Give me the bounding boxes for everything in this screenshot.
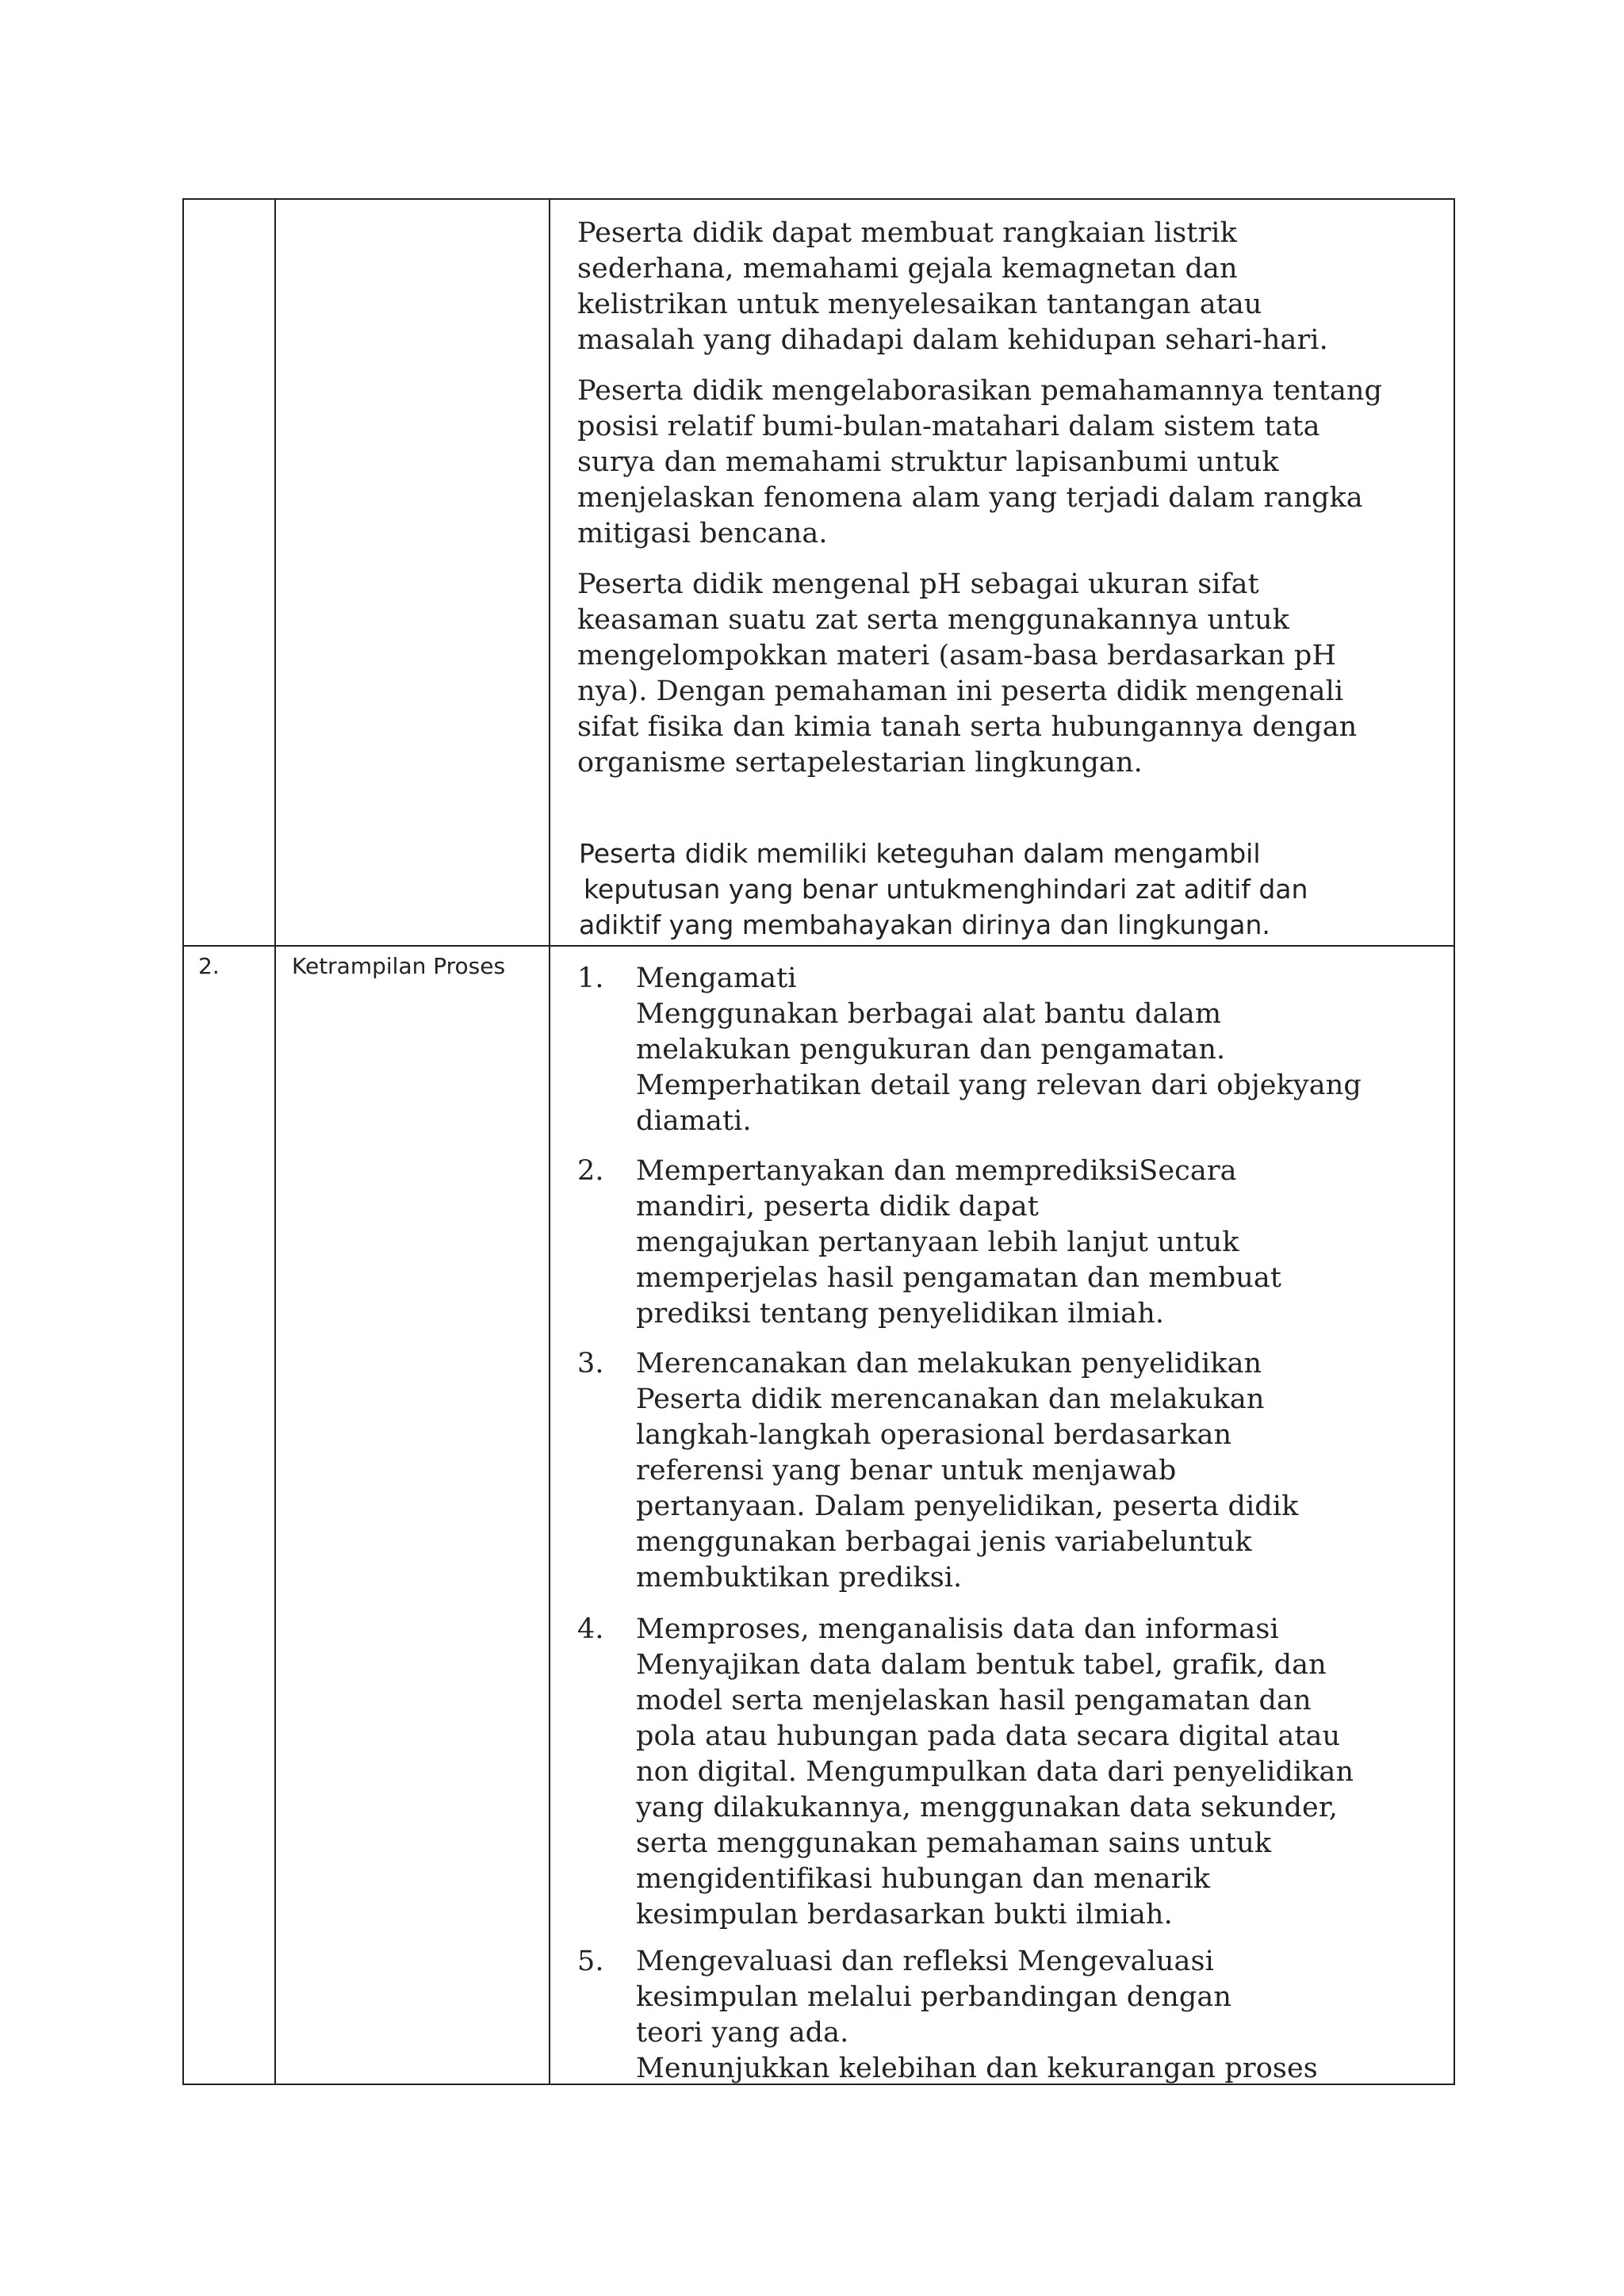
column-divider-1: [274, 200, 276, 2084]
text-line: Peserta didik dapat membuat rangkaian listrik: [577, 217, 1237, 249]
list-item-number: 3.: [577, 1348, 604, 1380]
text-line: adiktif yang membahayakan dirinya dan lingkungan.: [579, 909, 1270, 940]
text-line: mitigasi bencana.: [577, 518, 828, 549]
text-line: prediksi tentang penyelidikan ilmiah.: [636, 1298, 1165, 1330]
text-line: non digital. Mengumpulkan data dari penyelidikan: [636, 1756, 1354, 1788]
list-item-number: 1.: [577, 962, 604, 994]
text-line: yang dilakukannya, menggunakan data sekunder,: [636, 1792, 1339, 1823]
text-line: mandiri, peserta didik dapat: [636, 1191, 1039, 1223]
text-line: mengidentifikasi hubungan dan menarik: [636, 1863, 1211, 1895]
text-line: Mengevaluasi dan refleksi Mengevaluasi: [636, 1946, 1214, 1977]
text-line: kelistrikan untuk menyelesaikan tantangan atau: [577, 289, 1262, 320]
list-item-body: [636, 1612, 1354, 1933]
text-line: surya dan memahami struktur lapisanbumi untuk: [577, 446, 1279, 478]
list-item-body: [636, 1346, 1298, 1596]
column-divider-2: [549, 200, 550, 2084]
text-line: mengelompokkan materi (asam-basa berdasarkan pH: [577, 640, 1336, 672]
row1-paragraph-1: [577, 216, 1328, 358]
text-line: teori yang ada.: [636, 2017, 849, 2049]
text-line: model serta menjelaskan hasil pengamatan dan: [636, 1685, 1312, 1716]
text-line: sifat fisika dan kimia tanah serta hubungannya dengan: [577, 711, 1358, 743]
text-line: posisi relatif bumi-bulan-matahari dalam sistem tata: [577, 411, 1320, 442]
text-line: keputusan yang benar untukmenghindari zat aditif dan: [584, 874, 1308, 905]
text-line: serta menggunakan pemahaman sains untuk: [636, 1827, 1272, 1859]
text-line: membuktikan prediksi.: [636, 1562, 963, 1594]
text-line: Peserta didik memiliki keteguhan dalam mengambil: [579, 838, 1261, 869]
text-line: pola atau hubungan pada data secara digital atau: [636, 1720, 1341, 1752]
text-line: nya). Dengan pemahaman ini peserta didik mengenali: [577, 675, 1344, 707]
list-item-body: [636, 1944, 1318, 2087]
row1-paragraph-3: [577, 567, 1357, 781]
text-line: pertanyaan. Dalam penyelidikan, peserta didik: [636, 1490, 1299, 1522]
list-item-body: [636, 1154, 1281, 1332]
text-line: mengajukan pertanyaan lebih lanjut untuk: [636, 1226, 1239, 1258]
text-line: kesimpulan berdasarkan bukti ilmiah.: [636, 1899, 1173, 1931]
text-line: diamati.: [636, 1105, 752, 1137]
text-line: menjelaskan fenomena alam yang terjadi dalam rangka: [577, 482, 1363, 514]
row-divider: [184, 945, 1454, 947]
text-line: Peserta didik mengelaborasikan pemahamannya tentang: [577, 375, 1383, 407]
text-line: Memproses, menganalisis data dan informasi: [636, 1613, 1279, 1645]
text-line: masalah yang dihadapi dalam kehidupan sehari-hari.: [577, 324, 1328, 356]
text-line: Menggunakan berbagai alat bantu dalam: [636, 998, 1222, 1030]
text-line: Peserta didik merencanakan dan melakukan: [636, 1383, 1265, 1415]
text-line: Peserta didik mengenal pH sebagai ukuran sifat: [577, 568, 1259, 600]
text-line: Menunjukkan kelebihan dan kekurangan proses: [636, 2053, 1318, 2084]
text-line: menggunakan berbagai jenis variabeluntuk: [636, 1526, 1252, 1558]
text-line: Memperhatikan detail yang relevan dari objekyang: [636, 1070, 1362, 1101]
text-line: memperjelas hasil pengamatan dan membuat: [636, 1262, 1282, 1294]
text-line: Mempertanyakan dan memprediksiSecara: [636, 1155, 1237, 1187]
text-line: Merencanakan dan melakukan penyelidikan: [636, 1348, 1262, 1380]
text-line: referensi yang benar untuk menjawab: [636, 1455, 1177, 1487]
text-line: keasaman suatu zat serta menggunakannya untuk: [577, 604, 1289, 636]
row2-number: 2.: [198, 953, 220, 979]
list-item-number: 4.: [577, 1613, 604, 1645]
row1-paragraph-2: [577, 373, 1382, 552]
row2-aspect-label: Ketrampilan Proses: [292, 953, 506, 979]
text-line: organisme sertapelestarian lingkungan.: [577, 747, 1143, 779]
text-line: sederhana, memahami gejala kemagnetan dan: [577, 253, 1238, 285]
text-line: Menyajikan data dalam bentuk tabel, grafik, dan: [636, 1649, 1327, 1681]
row1-paragraph-4: [579, 836, 1308, 943]
text-line: Mengamati: [636, 962, 797, 994]
text-line: melakukan pengukuran dan pengamatan.: [636, 1034, 1226, 1066]
text-line: langkah-langkah operasional berdasarkan: [636, 1419, 1232, 1451]
list-item-number: 2.: [577, 1155, 604, 1187]
list-item-body: [636, 961, 1362, 1139]
document-table: [182, 198, 1455, 2085]
list-item-number: 5.: [577, 1946, 604, 1977]
text-line: kesimpulan melalui perbandingan dengan: [636, 1981, 1231, 2013]
